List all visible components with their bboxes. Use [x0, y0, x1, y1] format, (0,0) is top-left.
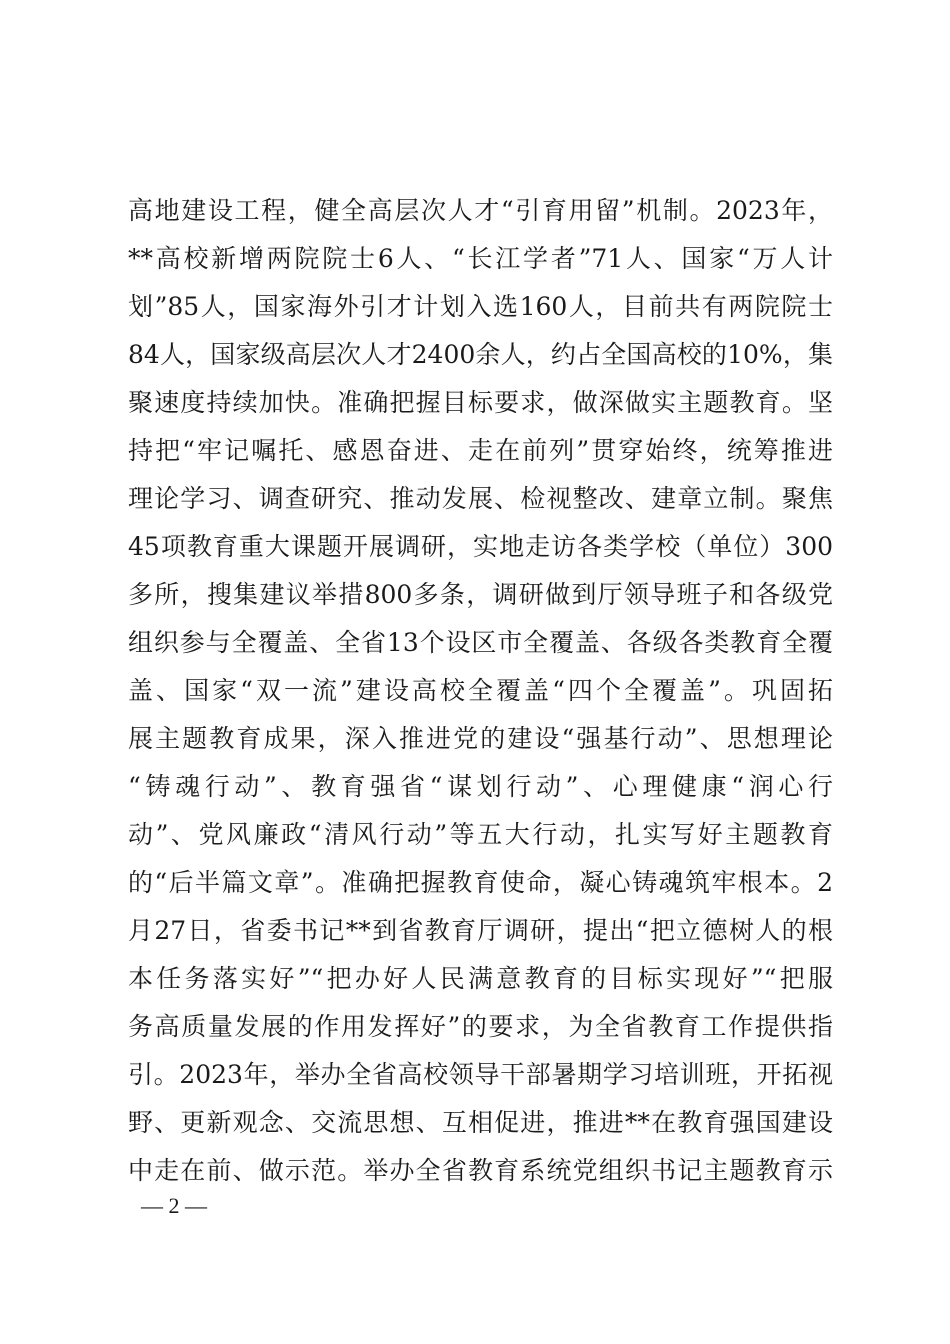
- text-line: 野、更新观念、交流思想、互相促进，推进**在教育强国建设: [128, 1108, 833, 1137]
- text-line: 月27日，省委书记**到省教育厅调研，提出“把立德树人的根: [128, 916, 833, 945]
- text-line: 动”、党风廉政“清风行动”等五大行动，扎实写好主题教育: [128, 820, 833, 849]
- text-line: “铸魂行动”、教育强省“谋划行动”、心理健康“润心行: [128, 772, 833, 801]
- body-text: [128, 187, 833, 1195]
- text-line: 高地建设工程，健全高层次人才“引育用留”机制。2023年，: [128, 196, 833, 225]
- text-line: 引。2023年，举办全省高校领导干部暑期学习培训班，开拓视: [128, 1060, 833, 1089]
- text-line: 中走在前、做示范。举办全省教育系统党组织书记主题教育示: [128, 1156, 833, 1185]
- text-line: **高校新增两院院士6人、“长江学者”71人、国家“万人计: [128, 244, 833, 273]
- page-number: — 2 —: [141, 1193, 207, 1218]
- text-line: 展主题教育成果，深入推进党的建设“强基行动”、思想理论: [128, 724, 833, 753]
- text-line: 84人，国家级高层次人才2400余人，约占全国高校的10%，集: [128, 340, 833, 369]
- text-line: 的“后半篇文章”。准确把握教育使命，凝心铸魂筑牢根本。2: [128, 868, 833, 897]
- text-line: 本任务落实好”“把办好人民满意教育的目标实现好”“把服: [128, 964, 833, 993]
- text-line: 划”85人，国家海外引才计划入选160人，目前共有两院院士: [128, 292, 833, 321]
- text-line: 组织参与全覆盖、全省13个设区市全覆盖、各级各类教育全覆: [128, 628, 833, 657]
- text-line: 多所，搜集建议举措800多条，调研做到厅领导班子和各级党: [128, 580, 833, 609]
- text-line: 理论学习、调查研究、推动发展、检视整改、建章立制。聚焦: [128, 484, 833, 513]
- text-line: 持把“牢记嘱托、感恩奋进、走在前列”贯穿始终，统筹推进: [128, 436, 833, 465]
- text-line: 聚速度持续加快。准确把握目标要求，做深做实主题教育。坚: [128, 388, 833, 417]
- text-line: 盖、国家“双一流”建设高校全覆盖“四个全覆盖”。巩固拓: [128, 676, 833, 705]
- text-line: 45项教育重大课题开展调研，实地走访各类学校（单位）300: [128, 532, 833, 561]
- text-line: 务高质量发展的作用发挥好”的要求，为全省教育工作提供指: [128, 1012, 833, 1041]
